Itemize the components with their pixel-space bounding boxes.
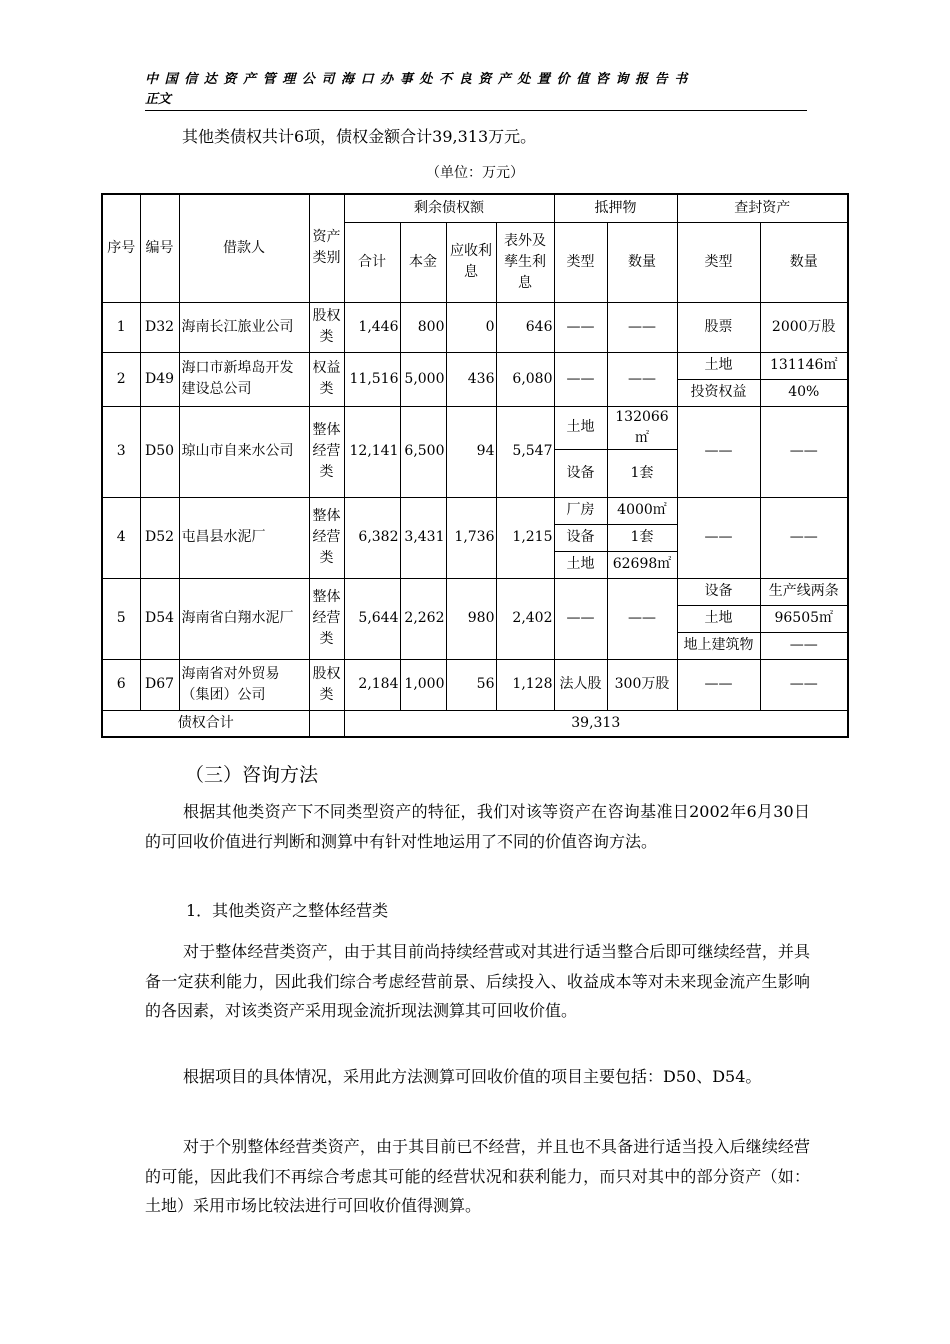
row-asset-type: 整体经营类 [309,497,344,578]
row-total: 11,516 [344,352,400,406]
seized-qty: 96505㎡ [760,605,848,632]
row-seq: 6 [102,659,140,710]
collateral-qty: 1套 [607,449,677,497]
row-interest: 56 [446,659,496,710]
row-principal: 2,262 [400,578,446,659]
row-principal: 5,000 [400,352,446,406]
row-code: D50 [140,406,179,497]
collateral-type: —— [554,352,607,406]
row-seq: 5 [102,578,140,659]
row-principal: 6,500 [400,406,446,497]
debt-table [101,193,849,738]
intro-text: 其他类债权共计6项，债权金额合计39,313万元。 [182,127,537,146]
header-seq: 序号 [102,194,140,302]
unit-label: （单位：万元） [426,165,524,181]
seized-qty: 2000万股 [760,302,848,352]
row-interest: 94 [446,406,496,497]
row-offbook: 6,080 [496,352,554,406]
collateral-qty: —— [607,352,677,406]
table-row [102,578,848,605]
collateral-type: —— [554,578,607,659]
seized-qty: —— [760,659,848,710]
row-interest: 980 [446,578,496,659]
row-borrower: 海南省对外贸易（集团）公司 [179,659,309,710]
seized-type: 投资权益 [677,379,760,406]
row-interest: 436 [446,352,496,406]
row-total: 6,382 [344,497,400,578]
seized-type: —— [677,497,760,578]
collateral-qty: 62698㎡ [607,551,677,578]
header-offbook: 表外及孳生利息 [496,222,554,302]
header-total: 合计 [344,222,400,302]
paragraph-1: 根据其他类资产下不同类型资产的特征，我们对该等资产在咨询基准日2002年6月30日的可回收价值进行判断和测算中有针对性地运用了不同的价值咨询方法。 [145,802,810,851]
collateral-qty: 1套 [607,524,677,551]
header-seized-qty: 数量 [760,222,848,302]
seized-qty: —— [760,632,848,659]
header-code: 编号 [140,194,179,302]
seized-type: 土地 [677,605,760,632]
collateral-type: —— [554,302,607,352]
seized-type: —— [677,406,760,497]
seized-type: 土地 [677,352,760,379]
report-subtitle: 正文 [145,92,172,107]
header-asset-type: 资产类别 [309,194,344,302]
table-row [102,352,848,379]
table-body [102,302,848,737]
row-seq: 2 [102,352,140,406]
table-header [102,194,848,302]
seized-type: 地上建筑物 [677,632,760,659]
collateral-type: 法人股 [554,659,607,710]
seized-type: —— [677,659,760,710]
row-offbook: 5,547 [496,406,554,497]
row-interest: 1,736 [446,497,496,578]
collateral-type: 土地 [554,551,607,578]
row-borrower: 屯昌县水泥厂 [179,497,309,578]
seized-qty: 40% [760,379,848,406]
row-principal: 800 [400,302,446,352]
collateral-type: 设备 [554,449,607,497]
header-borrower: 借款人 [179,194,309,302]
header-collateral: 抵押物 [554,194,677,222]
collateral-qty: —— [607,302,677,352]
row-principal: 1,000 [400,659,446,710]
row-principal: 3,431 [400,497,446,578]
row-offbook: 2,402 [496,578,554,659]
row-total: 2,184 [344,659,400,710]
seized-qty: 生产线两条 [760,578,848,605]
header-seized: 查封资产 [677,194,848,222]
row-borrower: 琼山市自来水公司 [179,406,309,497]
row-code: D54 [140,578,179,659]
header-interest: 应收利息 [446,222,496,302]
collateral-type: 设备 [554,524,607,551]
footer-label: 债权合计 [102,710,309,737]
report-title: 中国信达资产管理公司海口办事处不良资产处置价值咨询报告书 [145,72,694,87]
table-row [102,302,848,352]
row-borrower: 海南长江旅业公司 [179,302,309,352]
row-total: 5,644 [344,578,400,659]
footer-total: 39,313 [344,710,848,737]
collateral-type: 厂房 [554,497,607,524]
row-seq: 1 [102,302,140,352]
row-asset-type: 整体经营类 [309,578,344,659]
section-title: （三）咨询方法 [185,764,319,786]
table-row [102,659,848,710]
seized-qty: —— [760,497,848,578]
table-footer-row [102,710,848,737]
seized-type: 股票 [677,302,760,352]
row-borrower: 海口市新埠岛开发建设总公司 [179,352,309,406]
row-code: D49 [140,352,179,406]
row-code: D32 [140,302,179,352]
seized-type: 设备 [677,578,760,605]
row-seq: 4 [102,497,140,578]
seized-qty: 131146㎡ [760,352,848,379]
row-offbook: 646 [496,302,554,352]
collateral-qty: 132066㎡ [607,406,677,449]
header-collateral-qty: 数量 [607,222,677,302]
header-principal: 本金 [400,222,446,302]
row-offbook: 1,215 [496,497,554,578]
header-collateral-type: 类型 [554,222,607,302]
row-offbook: 1,128 [496,659,554,710]
collateral-qty: —— [607,578,677,659]
row-total: 12,141 [344,406,400,497]
collateral-qty: 300万股 [607,659,677,710]
row-seq: 3 [102,406,140,497]
row-asset-type: 权益类 [309,352,344,406]
row-code: D67 [140,659,179,710]
table-row [102,406,848,449]
collateral-type: 土地 [554,406,607,449]
paragraph-4: 对于个别整体经营类资产，由于其目前已不经营，并且也不具备进行适当投入后继续经营的可能，因此我们不再综合考虑其可能的经营状况和获利能力，而只对其中的部分资产（如：土地）采用市场比较法进行可回收价值得测算。 [145,1137,810,1215]
seized-qty: —— [760,406,848,497]
paragraph-3: 根据项目的具体情况，采用此方法测算可回收价值的项目主要包括：D50、D54。 [183,1067,762,1086]
row-borrower: 海南省白翔水泥厂 [179,578,309,659]
paragraph-2: 对于整体经营类资产，由于其目前尚持续经营或对其进行适当整合后即可继续经营，并具备一定获利能力，因此我们综合考虑经营前景、后续投入、收益成本等对未来现金流产生影响的各因素，对该类资产采用现金流折现法测算其可回收价值。 [145,942,810,1020]
row-asset-type: 股权类 [309,659,344,710]
header-seized-type: 类型 [677,222,760,302]
row-total: 1,446 [344,302,400,352]
collateral-qty: 4000㎡ [607,497,677,524]
footer-empty-cell [309,710,344,737]
header-remaining: 剩余债权额 [344,194,554,222]
row-asset-type: 股权类 [309,302,344,352]
row-asset-type: 整体经营类 [309,406,344,497]
row-code: D52 [140,497,179,578]
page-header [145,70,807,111]
subsection-title: 1．其他类资产之整体经营类 [186,901,389,920]
table-row [102,497,848,524]
row-interest: 0 [446,302,496,352]
